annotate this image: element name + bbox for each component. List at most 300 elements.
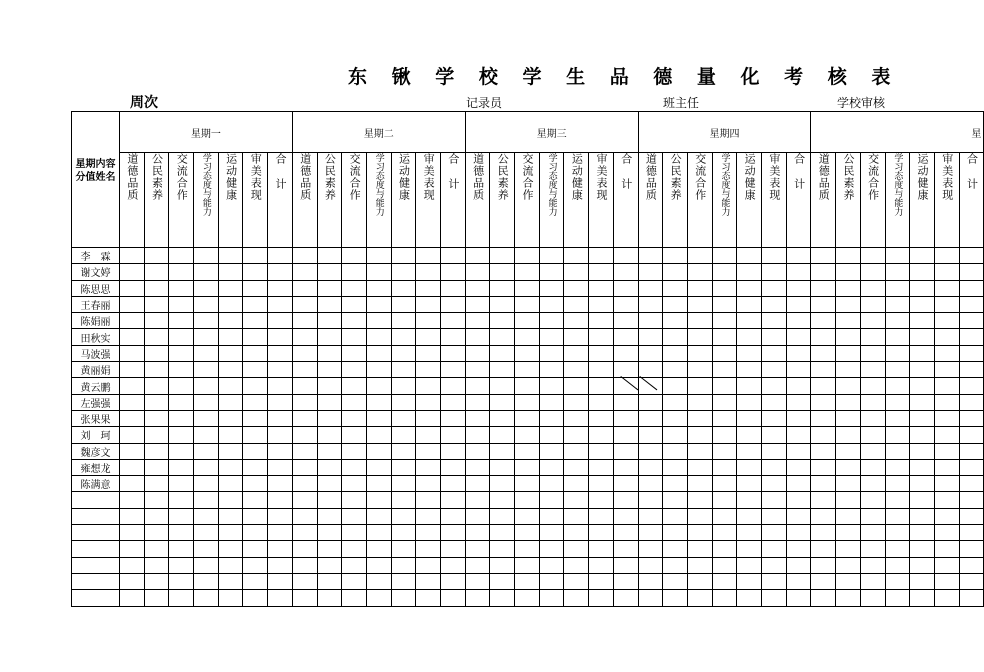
score-cell[interactable] <box>120 313 145 329</box>
score-cell[interactable] <box>959 525 984 541</box>
score-cell[interactable] <box>144 345 169 361</box>
score-cell[interactable] <box>811 459 836 475</box>
score-cell[interactable] <box>292 362 317 378</box>
score-cell[interactable] <box>613 525 638 541</box>
score-cell[interactable] <box>786 345 811 361</box>
score-cell[interactable] <box>589 443 614 459</box>
score-cell[interactable] <box>342 362 367 378</box>
score-cell[interactable] <box>638 508 663 524</box>
score-cell[interactable] <box>292 394 317 410</box>
score-cell[interactable] <box>120 508 145 524</box>
score-cell[interactable] <box>836 264 861 280</box>
score-cell[interactable] <box>416 443 441 459</box>
score-cell[interactable] <box>589 541 614 557</box>
score-cell[interactable] <box>515 492 540 508</box>
score-cell[interactable] <box>638 264 663 280</box>
score-cell[interactable] <box>737 459 762 475</box>
score-cell[interactable] <box>317 443 342 459</box>
score-cell[interactable] <box>317 508 342 524</box>
score-cell[interactable] <box>120 329 145 345</box>
score-cell[interactable] <box>268 362 293 378</box>
score-cell[interactable] <box>268 492 293 508</box>
score-cell[interactable] <box>613 248 638 264</box>
score-cell[interactable] <box>786 525 811 541</box>
score-cell[interactable] <box>663 557 688 573</box>
score-cell[interactable] <box>737 525 762 541</box>
score-cell[interactable] <box>663 443 688 459</box>
score-cell[interactable] <box>860 410 885 426</box>
score-cell[interactable] <box>194 492 219 508</box>
score-cell[interactable] <box>885 329 910 345</box>
score-cell[interactable] <box>465 345 490 361</box>
score-cell[interactable] <box>762 264 787 280</box>
score-cell[interactable] <box>366 508 391 524</box>
score-cell[interactable] <box>218 492 243 508</box>
score-cell[interactable] <box>910 573 935 589</box>
score-cell[interactable] <box>317 345 342 361</box>
score-cell[interactable] <box>317 329 342 345</box>
score-cell[interactable] <box>589 427 614 443</box>
score-cell[interactable] <box>589 329 614 345</box>
score-cell[interactable] <box>910 476 935 492</box>
score-cell[interactable] <box>490 476 515 492</box>
score-cell[interactable] <box>885 557 910 573</box>
score-cell[interactable] <box>663 492 688 508</box>
score-cell[interactable] <box>515 394 540 410</box>
score-cell[interactable] <box>737 248 762 264</box>
score-cell[interactable] <box>811 476 836 492</box>
score-cell[interactable] <box>539 443 564 459</box>
score-cell[interactable] <box>515 280 540 296</box>
score-cell[interactable] <box>589 573 614 589</box>
score-cell[interactable] <box>860 541 885 557</box>
score-cell[interactable] <box>218 476 243 492</box>
score-cell[interactable] <box>465 280 490 296</box>
score-cell[interactable] <box>539 541 564 557</box>
score-cell[interactable] <box>169 264 194 280</box>
score-cell[interactable] <box>317 280 342 296</box>
score-cell[interactable] <box>144 264 169 280</box>
score-cell[interactable] <box>712 329 737 345</box>
score-cell[interactable] <box>292 541 317 557</box>
score-cell[interactable] <box>712 410 737 426</box>
score-cell[interactable] <box>564 427 589 443</box>
score-cell[interactable] <box>836 296 861 312</box>
score-cell[interactable] <box>218 280 243 296</box>
score-cell[interactable] <box>169 280 194 296</box>
score-cell[interactable] <box>342 345 367 361</box>
score-cell[interactable] <box>638 313 663 329</box>
score-cell[interactable] <box>539 459 564 475</box>
score-cell[interactable] <box>737 427 762 443</box>
score-cell[interactable] <box>144 557 169 573</box>
score-cell[interactable] <box>860 264 885 280</box>
score-cell[interactable] <box>194 427 219 443</box>
score-cell[interactable] <box>292 345 317 361</box>
score-cell[interactable] <box>490 573 515 589</box>
score-cell[interactable] <box>539 378 564 394</box>
score-cell[interactable] <box>910 508 935 524</box>
score-cell[interactable] <box>490 525 515 541</box>
score-cell[interactable] <box>613 590 638 606</box>
score-cell[interactable] <box>564 410 589 426</box>
score-cell[interactable] <box>169 248 194 264</box>
score-cell[interactable] <box>342 410 367 426</box>
score-cell[interactable] <box>712 525 737 541</box>
score-cell[interactable] <box>391 525 416 541</box>
score-cell[interactable] <box>564 476 589 492</box>
score-cell[interactable] <box>762 410 787 426</box>
score-cell[interactable] <box>292 264 317 280</box>
score-cell[interactable] <box>416 476 441 492</box>
score-cell[interactable] <box>465 590 490 606</box>
score-cell[interactable] <box>811 590 836 606</box>
score-cell[interactable] <box>811 492 836 508</box>
score-cell[interactable] <box>515 508 540 524</box>
score-cell[interactable] <box>366 345 391 361</box>
score-cell[interactable] <box>515 296 540 312</box>
score-cell[interactable] <box>366 525 391 541</box>
score-cell[interactable] <box>465 573 490 589</box>
score-cell[interactable] <box>910 427 935 443</box>
score-cell[interactable] <box>589 459 614 475</box>
score-cell[interactable] <box>737 476 762 492</box>
score-cell[interactable] <box>539 476 564 492</box>
score-cell[interactable] <box>194 508 219 524</box>
score-cell[interactable] <box>564 378 589 394</box>
score-cell[interactable] <box>243 394 268 410</box>
score-cell[interactable] <box>169 476 194 492</box>
score-cell[interactable] <box>218 394 243 410</box>
score-cell[interactable] <box>120 378 145 394</box>
score-cell[interactable] <box>786 427 811 443</box>
score-cell[interactable] <box>440 345 465 361</box>
score-cell[interactable] <box>885 362 910 378</box>
score-cell[interactable] <box>934 394 959 410</box>
score-cell[interactable] <box>268 590 293 606</box>
score-cell[interactable] <box>910 394 935 410</box>
score-cell[interactable] <box>885 476 910 492</box>
score-cell[interactable] <box>292 492 317 508</box>
score-cell[interactable] <box>490 313 515 329</box>
score-cell[interactable] <box>910 459 935 475</box>
score-cell[interactable] <box>120 525 145 541</box>
score-cell[interactable] <box>243 248 268 264</box>
score-cell[interactable] <box>539 394 564 410</box>
score-cell[interactable] <box>663 313 688 329</box>
score-cell[interactable] <box>292 573 317 589</box>
score-cell[interactable] <box>663 541 688 557</box>
score-cell[interactable] <box>836 443 861 459</box>
score-cell[interactable] <box>786 248 811 264</box>
score-cell[interactable] <box>687 296 712 312</box>
score-cell[interactable] <box>737 573 762 589</box>
score-cell[interactable] <box>243 476 268 492</box>
score-cell[interactable] <box>885 378 910 394</box>
score-cell[interactable] <box>144 508 169 524</box>
score-cell[interactable] <box>440 394 465 410</box>
score-cell[interactable] <box>539 492 564 508</box>
score-cell[interactable] <box>762 362 787 378</box>
score-cell[interactable] <box>910 362 935 378</box>
score-cell[interactable] <box>836 459 861 475</box>
score-cell[interactable] <box>194 541 219 557</box>
score-cell[interactable] <box>687 427 712 443</box>
score-cell[interactable] <box>638 410 663 426</box>
score-cell[interactable] <box>712 443 737 459</box>
score-cell[interactable] <box>268 443 293 459</box>
score-cell[interactable] <box>712 280 737 296</box>
score-cell[interactable] <box>959 410 984 426</box>
score-cell[interactable] <box>391 443 416 459</box>
score-cell[interactable] <box>712 264 737 280</box>
score-cell[interactable] <box>465 410 490 426</box>
score-cell[interactable] <box>687 362 712 378</box>
score-cell[interactable] <box>786 590 811 606</box>
score-cell[interactable] <box>268 313 293 329</box>
score-cell[interactable] <box>169 492 194 508</box>
score-cell[interactable] <box>169 427 194 443</box>
score-cell[interactable] <box>416 329 441 345</box>
score-cell[interactable] <box>268 329 293 345</box>
score-cell[interactable] <box>687 329 712 345</box>
score-cell[interactable] <box>440 508 465 524</box>
score-cell[interactable] <box>885 573 910 589</box>
score-cell[interactable] <box>860 394 885 410</box>
score-cell[interactable] <box>391 557 416 573</box>
score-cell[interactable] <box>440 573 465 589</box>
score-cell[interactable] <box>440 410 465 426</box>
score-cell[interactable] <box>885 541 910 557</box>
score-cell[interactable] <box>120 345 145 361</box>
score-cell[interactable] <box>934 329 959 345</box>
score-cell[interactable] <box>811 427 836 443</box>
score-cell[interactable] <box>934 573 959 589</box>
score-cell[interactable] <box>564 248 589 264</box>
score-cell[interactable] <box>194 362 219 378</box>
score-cell[interactable] <box>218 525 243 541</box>
score-cell[interactable] <box>786 296 811 312</box>
score-cell[interactable] <box>811 329 836 345</box>
score-cell[interactable] <box>416 459 441 475</box>
score-cell[interactable] <box>613 362 638 378</box>
score-cell[interactable] <box>416 590 441 606</box>
score-cell[interactable] <box>416 345 441 361</box>
score-cell[interactable] <box>687 394 712 410</box>
score-cell[interactable] <box>836 525 861 541</box>
score-cell[interactable] <box>465 313 490 329</box>
score-cell[interactable] <box>885 394 910 410</box>
score-cell[interactable] <box>762 525 787 541</box>
score-cell[interactable] <box>638 248 663 264</box>
score-cell[interactable] <box>934 427 959 443</box>
score-cell[interactable] <box>317 590 342 606</box>
score-cell[interactable] <box>613 557 638 573</box>
score-cell[interactable] <box>515 378 540 394</box>
score-cell[interactable] <box>934 410 959 426</box>
score-cell[interactable] <box>268 378 293 394</box>
score-cell[interactable] <box>564 394 589 410</box>
score-cell[interactable] <box>564 280 589 296</box>
score-cell[interactable] <box>218 427 243 443</box>
score-cell[interactable] <box>687 443 712 459</box>
score-cell[interactable] <box>515 362 540 378</box>
score-cell[interactable] <box>539 248 564 264</box>
score-cell[interactable] <box>440 280 465 296</box>
score-cell[interactable] <box>589 590 614 606</box>
score-cell[interactable] <box>663 378 688 394</box>
score-cell[interactable] <box>663 476 688 492</box>
score-cell[interactable] <box>391 573 416 589</box>
score-cell[interactable] <box>910 443 935 459</box>
score-cell[interactable] <box>910 329 935 345</box>
score-cell[interactable] <box>712 573 737 589</box>
score-cell[interactable] <box>342 459 367 475</box>
score-cell[interactable] <box>194 280 219 296</box>
score-cell[interactable] <box>440 541 465 557</box>
score-cell[interactable] <box>762 296 787 312</box>
score-cell[interactable] <box>292 525 317 541</box>
score-cell[interactable] <box>762 280 787 296</box>
score-cell[interactable] <box>539 557 564 573</box>
score-cell[interactable] <box>169 573 194 589</box>
score-cell[interactable] <box>687 573 712 589</box>
score-cell[interactable] <box>490 557 515 573</box>
score-cell[interactable] <box>268 248 293 264</box>
score-cell[interactable] <box>786 280 811 296</box>
score-cell[interactable] <box>144 443 169 459</box>
score-cell[interactable] <box>589 410 614 426</box>
score-cell[interactable] <box>391 590 416 606</box>
score-cell[interactable] <box>440 459 465 475</box>
score-cell[interactable] <box>613 394 638 410</box>
score-cell[interactable] <box>959 248 984 264</box>
score-cell[interactable] <box>490 541 515 557</box>
score-cell[interactable] <box>836 573 861 589</box>
score-cell[interactable] <box>737 345 762 361</box>
score-cell[interactable] <box>144 573 169 589</box>
score-cell[interactable] <box>762 329 787 345</box>
score-cell[interactable] <box>268 557 293 573</box>
score-cell[interactable] <box>910 296 935 312</box>
score-cell[interactable] <box>342 264 367 280</box>
score-cell[interactable] <box>564 443 589 459</box>
score-cell[interactable] <box>218 590 243 606</box>
score-cell[interactable] <box>860 313 885 329</box>
score-cell[interactable] <box>811 541 836 557</box>
score-cell[interactable] <box>342 476 367 492</box>
score-cell[interactable] <box>169 508 194 524</box>
score-cell[interactable] <box>391 427 416 443</box>
score-cell[interactable] <box>860 248 885 264</box>
score-cell[interactable] <box>836 378 861 394</box>
score-cell[interactable] <box>490 362 515 378</box>
score-cell[interactable] <box>366 329 391 345</box>
score-cell[interactable] <box>120 427 145 443</box>
score-cell[interactable] <box>465 248 490 264</box>
score-cell[interactable] <box>860 427 885 443</box>
score-cell[interactable] <box>440 329 465 345</box>
score-cell[interactable] <box>515 427 540 443</box>
score-cell[interactable] <box>613 508 638 524</box>
score-cell[interactable] <box>613 476 638 492</box>
score-cell[interactable] <box>194 590 219 606</box>
score-cell[interactable] <box>836 476 861 492</box>
score-cell[interactable] <box>762 492 787 508</box>
score-cell[interactable] <box>737 410 762 426</box>
score-cell[interactable] <box>934 541 959 557</box>
score-cell[interactable] <box>194 557 219 573</box>
score-cell[interactable] <box>317 410 342 426</box>
score-cell[interactable] <box>391 378 416 394</box>
score-cell[interactable] <box>786 492 811 508</box>
score-cell[interactable] <box>811 557 836 573</box>
score-cell[interactable] <box>589 378 614 394</box>
score-cell[interactable] <box>317 557 342 573</box>
score-cell[interactable] <box>836 508 861 524</box>
score-cell[interactable] <box>391 362 416 378</box>
score-cell[interactable] <box>218 410 243 426</box>
score-cell[interactable] <box>144 492 169 508</box>
score-cell[interactable] <box>218 313 243 329</box>
score-cell[interactable] <box>243 345 268 361</box>
score-cell[interactable] <box>144 248 169 264</box>
score-cell[interactable] <box>120 362 145 378</box>
score-cell[interactable] <box>342 280 367 296</box>
score-cell[interactable] <box>712 362 737 378</box>
score-cell[interactable] <box>613 280 638 296</box>
score-cell[interactable] <box>934 345 959 361</box>
score-cell[interactable] <box>712 508 737 524</box>
score-cell[interactable] <box>194 345 219 361</box>
score-cell[interactable] <box>342 329 367 345</box>
score-cell[interactable] <box>836 541 861 557</box>
score-cell[interactable] <box>959 443 984 459</box>
score-cell[interactable] <box>366 590 391 606</box>
score-cell[interactable] <box>885 492 910 508</box>
score-cell[interactable] <box>885 280 910 296</box>
score-cell[interactable] <box>440 313 465 329</box>
score-cell[interactable] <box>663 525 688 541</box>
score-cell[interactable] <box>737 280 762 296</box>
score-cell[interactable] <box>811 378 836 394</box>
score-cell[interactable] <box>440 525 465 541</box>
score-cell[interactable] <box>589 492 614 508</box>
score-cell[interactable] <box>120 492 145 508</box>
score-cell[interactable] <box>391 264 416 280</box>
score-cell[interactable] <box>786 476 811 492</box>
score-cell[interactable] <box>194 248 219 264</box>
score-cell[interactable] <box>737 492 762 508</box>
score-cell[interactable] <box>342 541 367 557</box>
score-cell[interactable] <box>613 427 638 443</box>
score-cell[interactable] <box>317 248 342 264</box>
score-cell[interactable] <box>194 476 219 492</box>
score-cell[interactable] <box>910 248 935 264</box>
score-cell[interactable] <box>687 248 712 264</box>
score-cell[interactable] <box>391 508 416 524</box>
score-cell[interactable] <box>737 508 762 524</box>
score-cell[interactable] <box>416 264 441 280</box>
score-cell[interactable] <box>218 329 243 345</box>
score-cell[interactable] <box>663 573 688 589</box>
score-cell[interactable] <box>762 508 787 524</box>
score-cell[interactable] <box>391 476 416 492</box>
score-cell[interactable] <box>243 362 268 378</box>
score-cell[interactable] <box>342 590 367 606</box>
score-cell[interactable] <box>811 443 836 459</box>
score-cell[interactable] <box>416 492 441 508</box>
